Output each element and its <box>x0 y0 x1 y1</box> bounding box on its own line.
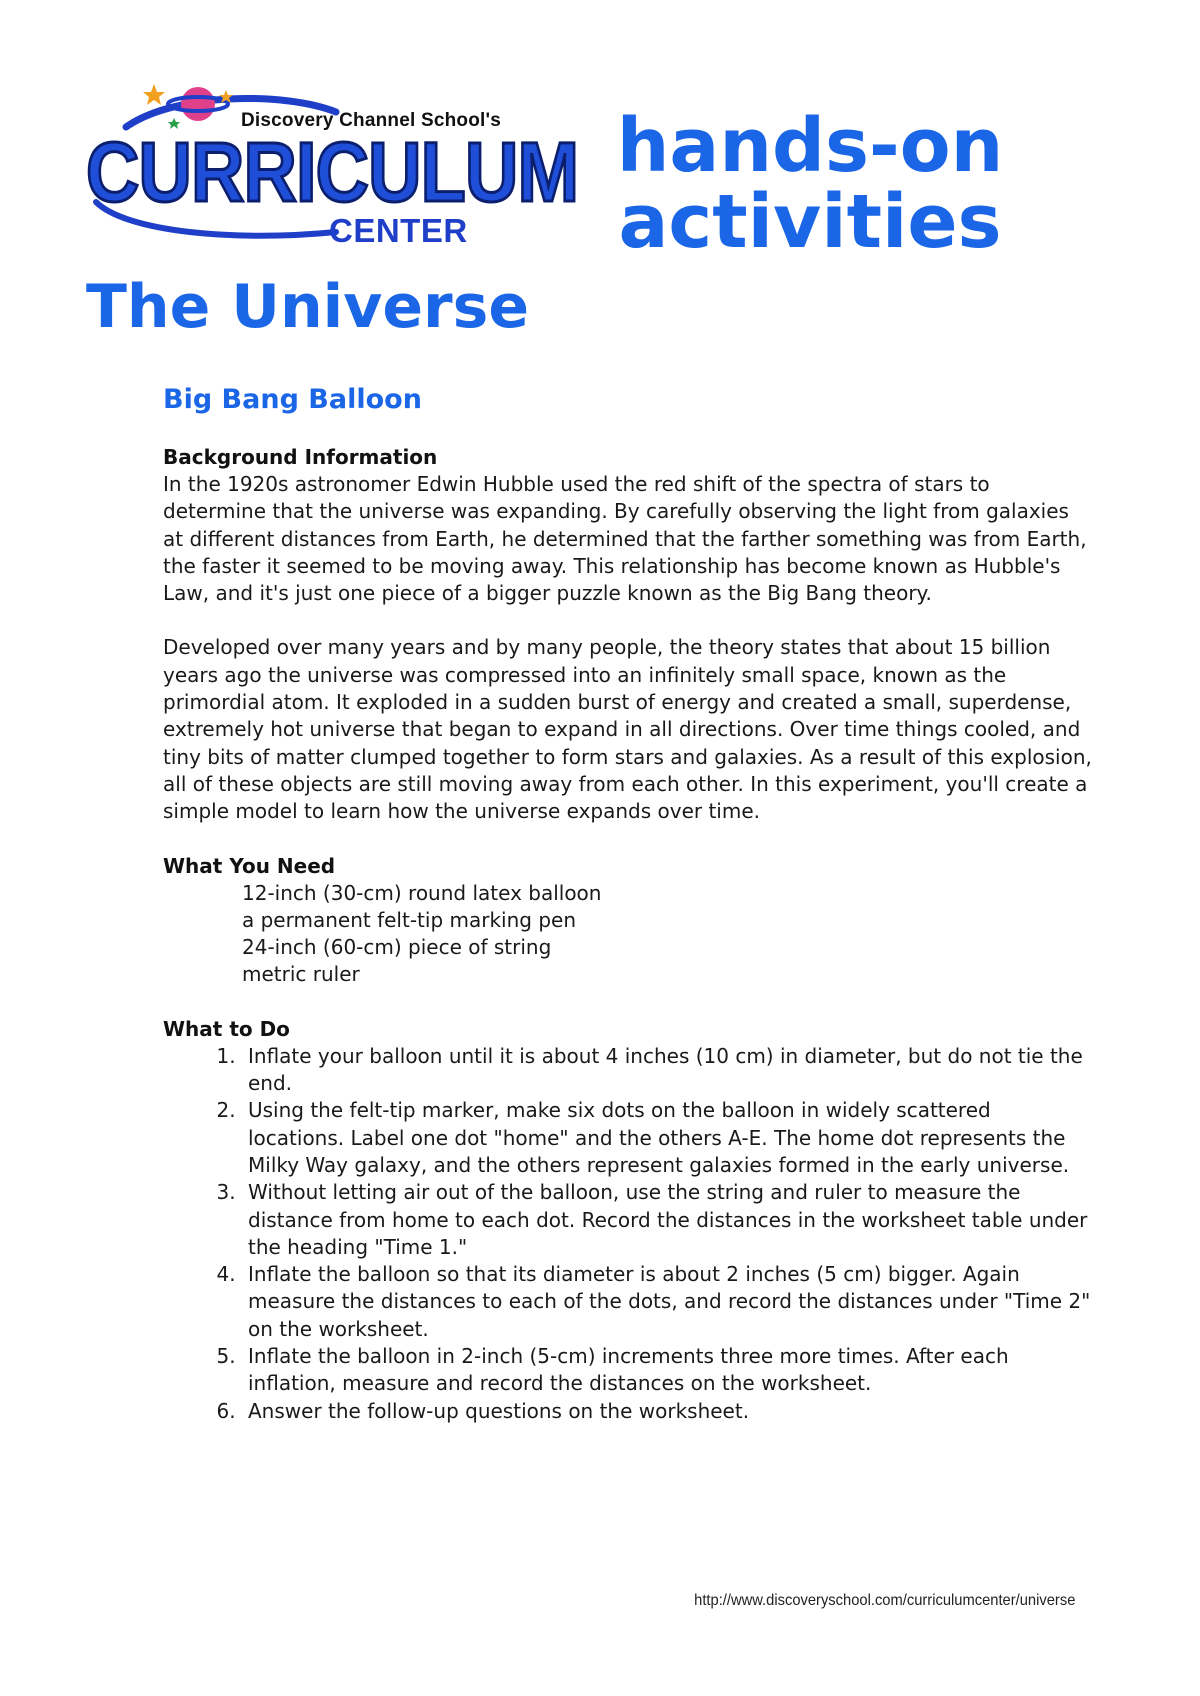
list-item: 24-inch (60-cm) piece of string <box>242 935 552 960</box>
steps-list <box>163 1043 1093 1425</box>
list-item: a permanent felt-tip marking pen <box>242 907 576 932</box>
list-item: 4. Inflate the balloon so that its diameter is about 2 inches (5 cm) bigger. Again measure the distances to each of the dots, and record the distances under "Time 2" on the worksheet. <box>242 1261 1093 1343</box>
logo-wordmark: CURRICULUM <box>86 125 579 219</box>
list-item: 12-inch (30-cm) round latex balloon <box>242 880 602 905</box>
list-item: 6. Answer the follow-up questions on the worksheet. <box>242 1398 1093 1425</box>
tagline-line-1: hands-on <box>616 103 1004 189</box>
footer-url: http://www.discoveryschool.com/curriculumcenter/universe <box>693 1592 1075 1609</box>
list-item: 5. Inflate the balloon in 2-inch (5-cm) increments three more times. After each inflation, measure and record the distances on the worksheet. <box>242 1343 1093 1398</box>
list-item: metric ruler <box>242 962 360 987</box>
logo-subword: CENTER <box>329 212 468 249</box>
hands-on-activities-heading <box>600 103 1020 265</box>
background-paragraph: In the 1920s astronomer Edwin Hubble used the red shift of the spectra of stars to determine that the universe was expanding. By carefully observing the light from galaxies at different distances from Earth, he determined that the farther something was from Earth, the faster it seemed to be moving away. This relationship has become known as Hubble's Law, and it's just one piece of a bigger puzzle known as the Big Bang theory. <box>163 472 1087 606</box>
tagline-line-2: activities <box>618 179 1002 265</box>
what-you-need-heading: What You Need <box>163 853 336 878</box>
what-to-do-heading: What to Do <box>163 1016 290 1041</box>
logo-eyebrow: Discovery Channel School's <box>241 110 501 131</box>
curriculum-center-logo <box>86 82 579 252</box>
list-item: 1. Inflate your balloon until it is about 4 inches (10 cm) in diameter, but do not tie the end. <box>242 1043 1093 1098</box>
activity-content <box>163 384 1093 1425</box>
page-title: The Universe <box>86 272 530 342</box>
list-item: 3. Without letting air out of the balloon, use the string and ruler to measure the distance from home to each dot. Record the distances in the worksheet table under the heading "Time 1." <box>242 1179 1093 1261</box>
materials-list <box>163 880 1093 989</box>
background-heading: Background Information <box>163 445 438 469</box>
activity-title: Big Bang Balloon <box>163 384 422 415</box>
list-item: 2. Using the felt-tip marker, make six dots on the balloon in widely scattered locations. Label one dot "home" and the others A-E. The home dot represents the Milky Way galaxy, and the others represent galaxies formed in the early universe. <box>242 1097 1093 1179</box>
background-paragraph: Developed over many years and by many people, the theory states that about 15 billion years ago the universe was compressed into an infinitely small space, known as the primordial atom. It exploded in a sudden burst of energy and created a small, superdense, extremely hot universe that began to expand in all directions. Over time things cooled, and tiny bits of matter clumped together to form stars and galaxies. As a result of this explosion, all of these objects are still moving away from each other. In this experiment, you'll create a simple model to learn how the universe expands over time. <box>163 635 1092 824</box>
